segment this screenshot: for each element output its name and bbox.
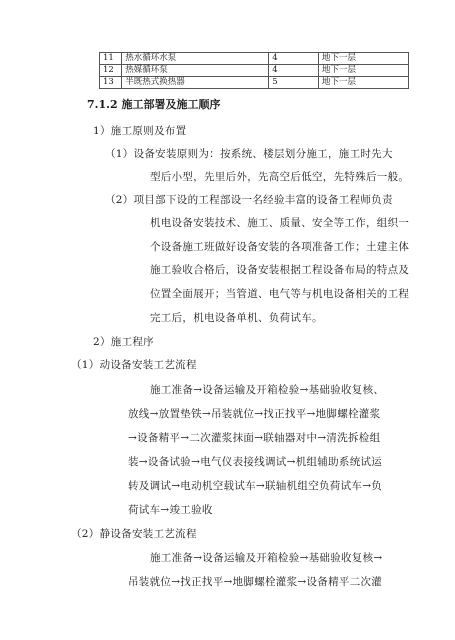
paragraph-line: 型后小型，先里后外，先高空后低空，先特殊后一般。: [150, 171, 410, 183]
table-cell-qty: 4: [269, 65, 319, 77]
table-cell-no: 12: [100, 65, 122, 77]
paragraph-line: （1）设备安装原则为：按系统、楼层划分施工，施工时先大: [105, 148, 393, 160]
table-cell-qty: 4: [269, 53, 319, 65]
paragraph-line: 完工后，机电设备单机、负荷试车。: [150, 312, 323, 324]
table-row: [100, 65, 409, 77]
paragraph-line: 位置全面展开；当管道、电气等与机电设备相关的工程: [150, 288, 410, 300]
paragraph-line: 荷试车→竣工验收: [128, 504, 213, 516]
paragraph-line: 转及调试→电动机空载试车→联轴机组空负荷试车→负: [128, 480, 383, 492]
equipment-table: [99, 52, 409, 89]
paragraph-line: →设备精平→二次灌浆抹面→联轴器对中→清洗拆检组: [128, 432, 381, 444]
paragraph-line: 装→设备试验→电气仪表接线调试→机组辅助系统试运: [128, 456, 383, 468]
paragraph-line: 放线→放置垫铁→吊装就位→找正找平→地脚螺栓灌浆: [128, 408, 381, 420]
subheading: 2）施工程序: [93, 336, 154, 348]
table-cell-name: 半既热式换热器: [122, 77, 269, 89]
subheading: 1）施工原则及布置: [93, 125, 187, 137]
table-cell-no: 13: [100, 77, 122, 89]
table-cell-name: 热媒循环泵: [122, 65, 269, 77]
table-row: [100, 77, 409, 89]
table-cell-location: 地下一层: [319, 53, 409, 65]
subheading: （2）静设备安装工艺流程: [71, 528, 197, 540]
paragraph-line: 施工准备→设备运输及开箱检验→基础验收复核→: [150, 552, 383, 564]
table-row: [100, 53, 409, 65]
table-cell-no: 11: [100, 53, 122, 65]
paragraph-line: 施工准备→设备运输及开箱检验→基础验收复核、: [150, 384, 385, 396]
table-cell-name: 热水循环水泵: [122, 53, 269, 65]
table-cell-qty: 5: [269, 77, 319, 89]
table-cell-location: 地下一层: [319, 77, 409, 89]
paragraph-line: 机电设备安装技术、施工、质量、安全等工作，组织一: [150, 217, 410, 229]
section-heading: 7.1.2 施工部署及施工顺序: [87, 98, 221, 111]
paragraph-line: 个设备施工班做好设备安装的各项准备工作；土建主体: [150, 241, 410, 253]
paragraph-line: 施工验收合格后，设备安装根据工程设备布局的特点及: [150, 264, 410, 276]
subheading: （1）动设备安装工艺流程: [71, 359, 197, 371]
paragraph-line: 吊装就位→找正找平→地脚螺栓灌浆→设备精平二次灌: [128, 576, 383, 588]
table-cell-location: 地下一层: [319, 65, 409, 77]
paragraph-line: （2）项目部下设的工程部设一名经验丰富的设备工程师负责: [105, 194, 393, 206]
